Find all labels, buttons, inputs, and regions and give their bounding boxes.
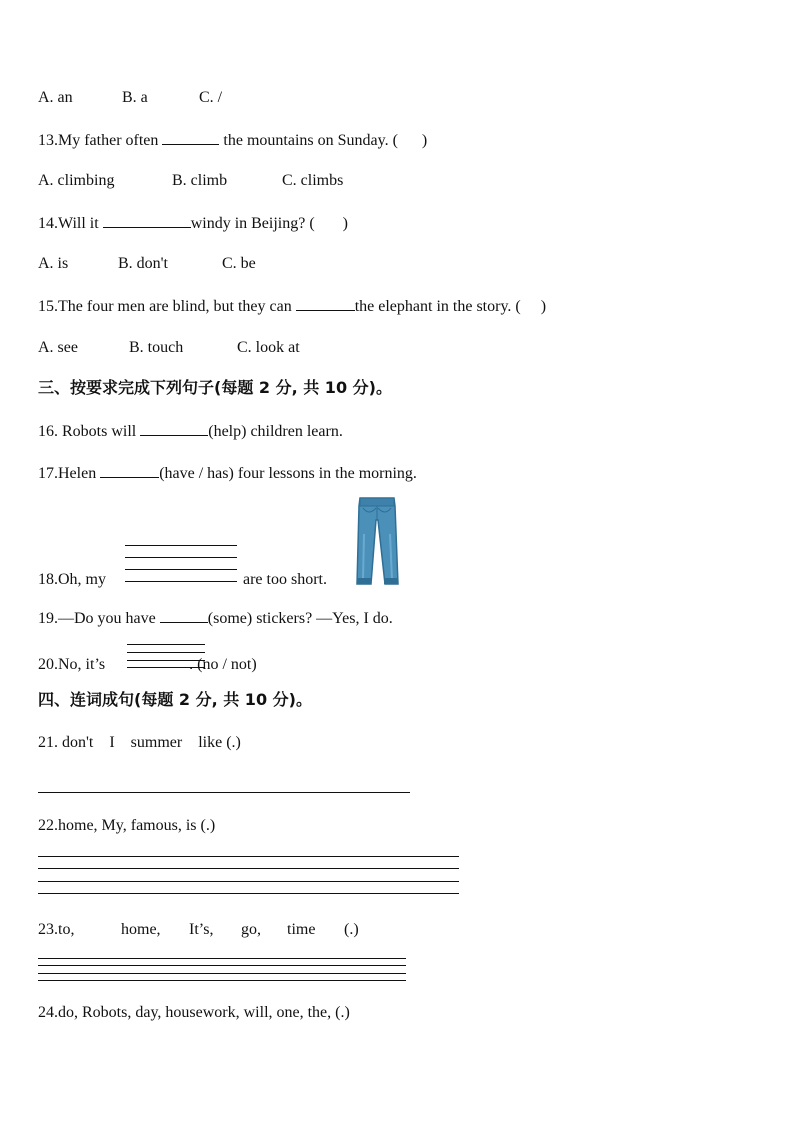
q23-word: time [287, 921, 316, 938]
q23-number: 23. [38, 921, 58, 938]
q14-text-after: windy in Beijing? ( [190, 215, 315, 232]
q23-word: It’s, [189, 921, 214, 938]
q13-number: 13. [38, 132, 58, 149]
q12-option-a[interactable]: A. an [38, 89, 73, 106]
q22-answer-line[interactable] [38, 893, 459, 894]
q19-number: 19. [38, 610, 58, 627]
q20-text-after: . (no / not) [189, 656, 257, 673]
q22-answer-line[interactable] [38, 881, 459, 882]
q20-stem [38, 655, 257, 675]
q13-stem [38, 130, 427, 151]
q16-stem [38, 421, 343, 442]
q16-number: 16 [38, 423, 54, 440]
q21-words: . don't I summer like (.) [54, 734, 241, 751]
q24-number: 24. [38, 1004, 58, 1021]
q23-word: to, [58, 921, 75, 938]
q23-answer-line[interactable] [38, 965, 406, 966]
q18-text-before: Oh, my [58, 571, 110, 588]
q20-text-before: No, it’s [58, 656, 110, 673]
q23-stem [38, 920, 359, 940]
q14-number: 14. [38, 215, 58, 232]
q20-answer-line[interactable] [127, 652, 205, 653]
q24-words: do, Robots, day, housework, will, one, the, (.) [58, 1004, 350, 1021]
q21-answer-line[interactable] [38, 792, 410, 793]
q15-answer-blank[interactable] [296, 296, 355, 311]
q22-number: 22. [38, 817, 58, 834]
q14-paren-close: ) [342, 215, 348, 232]
q22-stem [38, 816, 215, 836]
q13-option-c[interactable]: C. climbs [282, 172, 344, 189]
q16-text-after: (help) children learn. [208, 423, 343, 440]
q20-answer-line[interactable] [127, 644, 205, 645]
q23-answer-line[interactable] [38, 980, 406, 981]
q22-answer-line[interactable] [38, 868, 459, 869]
q15-options [38, 338, 300, 358]
q14-text-before: Will it [58, 215, 103, 232]
q23-answer-line[interactable] [38, 958, 406, 959]
q18-answer-line[interactable] [125, 557, 237, 558]
q15-text-after: the elephant in the story. ( [354, 298, 521, 315]
q24-stem [38, 1003, 350, 1023]
q18-answer-line[interactable] [125, 545, 237, 546]
q18-stem [38, 570, 327, 590]
q14-options [38, 254, 256, 274]
q13-answer-blank[interactable] [162, 130, 219, 145]
q15-option-c[interactable]: C. look at [237, 339, 300, 356]
q23-word: home, [121, 921, 161, 938]
q13-paren-close: ) [421, 132, 428, 149]
q21-number: 21 [38, 734, 54, 751]
q23-answer-line[interactable] [38, 973, 406, 974]
q19-answer-blank[interactable] [160, 608, 208, 623]
q15-paren-close: ) [540, 298, 547, 315]
section-4-heading: 四、连词成句(每题 2 分, 共 10 分)。 [38, 690, 312, 709]
q19-stem [38, 608, 393, 629]
q13-text-before: My father often [58, 132, 163, 149]
q15-option-a[interactable]: A. see [38, 339, 78, 356]
section-3-heading: 三、按要求完成下列句子(每题 2 分, 共 10 分)。 [38, 378, 392, 397]
q15-stem [38, 296, 546, 317]
q19-text-before: —Do you have [58, 610, 160, 627]
jeans-image [354, 494, 400, 588]
q15-text-before: The four men are blind, but they can [58, 298, 296, 315]
q13-options [38, 171, 343, 191]
q17-answer-blank[interactable] [100, 463, 159, 478]
q12-options [38, 88, 222, 108]
q13-option-b[interactable]: B. climb [172, 172, 228, 189]
q22-answer-line[interactable] [38, 856, 459, 857]
q18-text-after: are too short. [243, 571, 327, 588]
q19-text-after: (some) stickers? —Yes, I do. [207, 610, 393, 627]
q21-stem [38, 733, 241, 753]
q12-option-b[interactable]: B. a [122, 89, 148, 106]
q14-answer-blank[interactable] [103, 213, 191, 228]
q23-word: (.) [344, 921, 359, 938]
q12-option-c[interactable]: C. / [199, 89, 223, 106]
q23-word: go, [241, 921, 261, 938]
q13-option-a[interactable]: A. climbing [38, 172, 115, 189]
q13-text-after: the mountains on Sunday. ( [219, 132, 398, 149]
q14-option-a[interactable]: A. is [38, 255, 69, 272]
q15-number: 15. [38, 298, 58, 315]
q16-answer-blank[interactable] [140, 421, 208, 436]
q17-text-before: Helen [58, 465, 101, 482]
q17-stem [38, 463, 417, 484]
q18-number: 18. [38, 571, 58, 588]
q16-text-before: . Robots will [54, 423, 141, 440]
q14-option-c[interactable]: C. be [222, 255, 256, 272]
q14-option-b[interactable]: B. don't [118, 255, 168, 272]
q14-stem [38, 213, 348, 234]
q22-words: home, My, famous, is (.) [58, 817, 216, 834]
q20-number: 20. [38, 656, 58, 673]
q17-text-after: (have / has) four lessons in the morning. [159, 465, 417, 482]
q17-number: 17. [38, 465, 58, 482]
q15-option-b[interactable]: B. touch [129, 339, 184, 356]
